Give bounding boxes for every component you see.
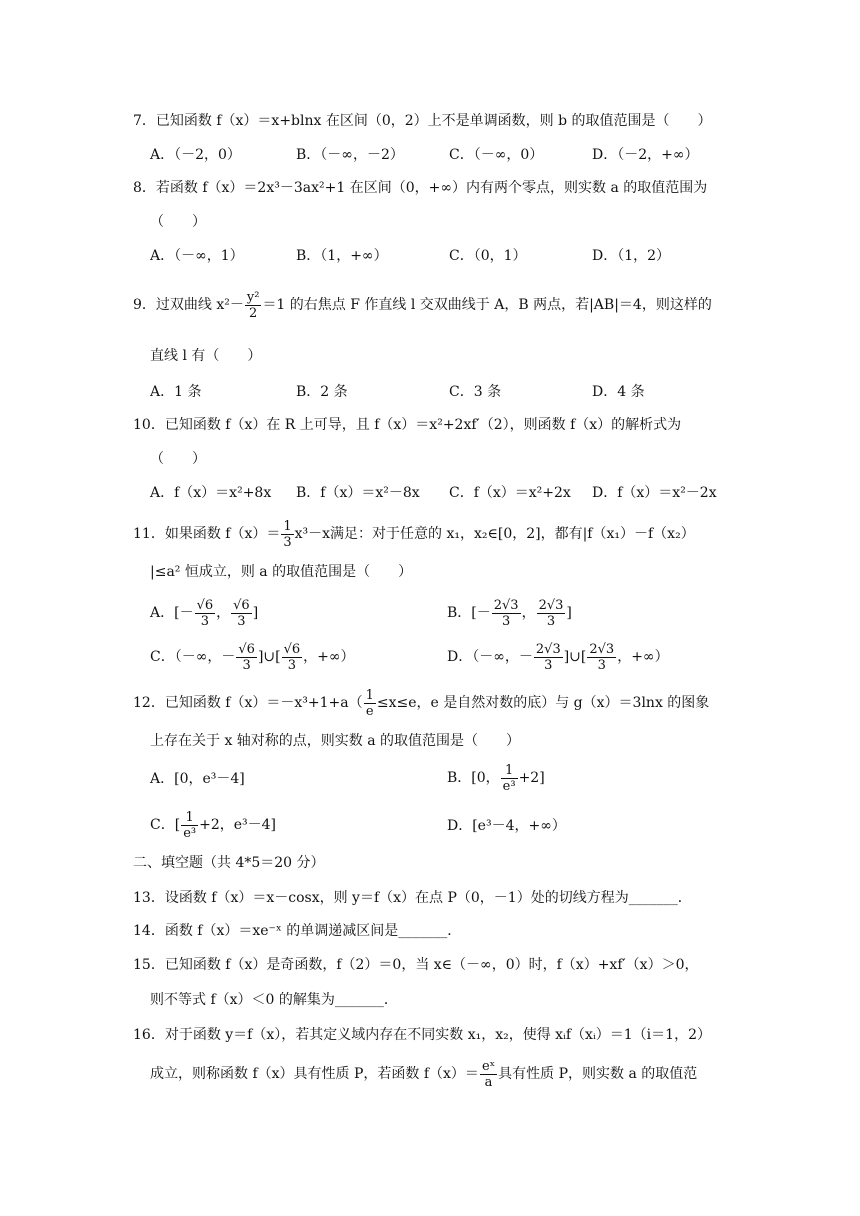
q11-c-label: C．（－∞，－ bbox=[150, 649, 236, 665]
q12-b-den: e³ bbox=[502, 778, 516, 794]
q12-c-num: 1 bbox=[181, 810, 198, 826]
q11-option-d bbox=[447, 640, 669, 674]
q16-frac-den: a bbox=[484, 1074, 493, 1090]
q7-option-a: A．（－2，0） bbox=[150, 147, 241, 163]
q12-option-a: A．[0，e³－4] bbox=[150, 771, 245, 787]
q11-frac-num: 1 bbox=[283, 518, 292, 534]
q11-a-frac1 bbox=[195, 598, 216, 629]
q11-d-frac1 bbox=[534, 642, 563, 673]
q7-option-c: C．（－∞，0） bbox=[449, 147, 544, 163]
q15-continuation: 则不等式 f（x）＜0 的解集为_______． bbox=[150, 992, 398, 1008]
q11-b-den1: 3 bbox=[502, 613, 511, 629]
q11-b-num2: 2√3 bbox=[538, 597, 564, 613]
q11-c-frac2 bbox=[282, 642, 303, 673]
q9-option-c: C．3 条 bbox=[449, 384, 502, 400]
q10-option-c: C．f（x）＝x²+2x bbox=[449, 485, 571, 501]
q16-fraction bbox=[480, 1059, 497, 1090]
section-heading-fill-in: 二、填空题（共 4*5＝20 分） bbox=[133, 855, 325, 871]
q11-a-num2: √6 bbox=[233, 597, 250, 613]
q12-c-end: +2，e³－4] bbox=[199, 817, 276, 833]
q12-b-end: +2] bbox=[518, 770, 545, 786]
question-15-stem: 15．已知函数 f（x）是奇函数，f（2）＝0，当 x∈（－∞，0）时，f（x）+xf′（x）＞0， bbox=[133, 957, 699, 973]
q11-d-num2: 2√3 bbox=[589, 641, 615, 657]
q11-b-label: B．[－ bbox=[447, 605, 491, 621]
q11-stem-pre: 11．如果函数 f（x）＝ bbox=[133, 526, 281, 542]
question-10-stem: 10．已知函数 f（x）在 R 上可导，且 f（x）＝x²+2xf′（2），则函数 f（x）的解析式为 bbox=[133, 417, 682, 433]
q7-option-d: D．（－2，+∞） bbox=[592, 147, 699, 163]
q10-option-a: A．f（x）＝x²+8x bbox=[150, 485, 272, 501]
q9-stem-pre: 9．过双曲线 x²－ bbox=[133, 297, 244, 313]
q9-stem-post: ＝1 的右焦点 F 作直线 l 交双曲线于 A，B 两点，若|AB|＝4，则这样的 bbox=[262, 297, 712, 313]
q11-a-den2: 3 bbox=[237, 613, 246, 629]
q11-c-den1: 3 bbox=[242, 657, 251, 673]
question-11-stem bbox=[133, 517, 695, 551]
q16-post: 具有性质 P，则实数 a 的取值范 bbox=[498, 1066, 698, 1082]
q11-c-den2: 3 bbox=[287, 657, 297, 673]
q11-b-den2: 3 bbox=[546, 613, 556, 629]
q11-option-c bbox=[150, 640, 355, 674]
question-13: 13．设函数 f（x）＝x－cosx，则 y＝f（x）在点 P（0，－1）处的切线方程为_______． bbox=[133, 890, 692, 906]
q11-d-mid: ]∪[ bbox=[563, 649, 587, 665]
q11-a-frac2 bbox=[231, 598, 252, 629]
q11-fraction bbox=[281, 519, 293, 550]
question-9-stem bbox=[133, 288, 712, 322]
q11-frac-den: 3 bbox=[283, 534, 292, 550]
q8-answer-paren: （ ） bbox=[150, 214, 206, 230]
q11-b-num1: 2√3 bbox=[493, 597, 519, 613]
q9-option-b: B．2 条 bbox=[296, 384, 348, 400]
q10-answer-paren: （ ） bbox=[150, 451, 206, 467]
q9-frac-den: 2 bbox=[249, 305, 258, 321]
q11-c-frac1 bbox=[236, 642, 257, 673]
q12-frac-den: e bbox=[365, 703, 374, 719]
q11-c-end: ，+∞） bbox=[303, 649, 355, 665]
q7-option-b: B．（－∞，－2） bbox=[296, 147, 404, 163]
q11-a-sep: ， bbox=[216, 605, 231, 621]
q11-a-num1: √6 bbox=[196, 597, 214, 613]
q12-fraction bbox=[364, 688, 376, 719]
q11-stem-post: x³－x满足：对于任意的 x₁，x₂∈[0，2]，都有|f（x₁）－f（x₂） bbox=[294, 526, 695, 542]
question-8-stem: 8．若函数 f（x）＝2x³－3ax²+1 在区间（0，+∞）内有两个零点，则实数 a 的取值范围为 bbox=[133, 180, 708, 196]
q11-d-den1: 3 bbox=[544, 657, 553, 673]
q11-d-frac2 bbox=[587, 642, 616, 673]
q11-continuation: |≤a² 恒成立，则 a 的取值范围是（ ） bbox=[150, 564, 413, 580]
q8-option-c: C．（0，1） bbox=[449, 248, 527, 264]
q8-option-a: A．（－∞，1） bbox=[150, 248, 244, 264]
q11-option-a bbox=[150, 596, 258, 630]
q16-pre: 成立，则称函数 f（x）具有性质 P，若函数 f（x）＝ bbox=[150, 1066, 479, 1082]
q11-c-num1: √6 bbox=[238, 641, 255, 657]
q11-b-frac2 bbox=[537, 598, 566, 629]
q12-c-den: e³ bbox=[183, 825, 197, 841]
q12-b-num: 1 bbox=[501, 763, 518, 779]
q8-option-b: B．（1，+∞） bbox=[296, 248, 388, 264]
q12-b-label: B．[0， bbox=[447, 770, 500, 786]
q16-frac-num: eˣ bbox=[481, 1058, 496, 1074]
q11-d-num1: 2√3 bbox=[535, 641, 561, 657]
q12-stem-pre: 12．已知函数 f（x）＝－x³+1+a（ bbox=[133, 695, 363, 711]
q9-option-d: D．4 条 bbox=[592, 384, 645, 400]
q9-frac-num: y² bbox=[246, 289, 260, 305]
q11-option-b bbox=[447, 596, 572, 630]
question-16-stem: 16．对于函数 y＝f（x），若其定义域内存在不同实数 x₁，x₂，使得 xᵢf（xᵢ）＝1（i＝1，2） bbox=[133, 1027, 711, 1043]
q9-fraction bbox=[245, 290, 262, 321]
question-12-stem bbox=[133, 686, 709, 720]
q8-option-d: D．（1，2） bbox=[592, 248, 671, 264]
q12-c-label: C．[ bbox=[150, 817, 181, 833]
q11-a-den1: 3 bbox=[200, 613, 209, 629]
q9-option-a: A．1 条 bbox=[150, 384, 202, 400]
q11-c-num2: √6 bbox=[283, 641, 301, 657]
q12-option-c bbox=[150, 808, 276, 842]
q11-b-frac1 bbox=[492, 598, 521, 629]
q12-option-d: D．[e³－4，+∞） bbox=[447, 818, 566, 834]
q12-frac-num: 1 bbox=[365, 687, 374, 703]
q12-c-frac bbox=[181, 810, 198, 841]
q12-continuation: 上存在关于 x 轴对称的点，则实数 a 的取值范围是（ ） bbox=[150, 733, 521, 749]
q11-d-den2: 3 bbox=[597, 657, 606, 673]
q11-d-label: D．（－∞，－ bbox=[447, 649, 533, 665]
question-14: 14．函数 f（x）＝xe⁻ˣ 的单调递减区间是_______． bbox=[133, 923, 462, 939]
q12-option-b bbox=[447, 761, 545, 795]
q11-c-mid: ]∪[ bbox=[257, 649, 281, 665]
q11-b-sep: ， bbox=[521, 605, 536, 621]
q16-continuation bbox=[150, 1057, 697, 1091]
q11-b-end: ] bbox=[566, 605, 572, 621]
q11-a-end: ] bbox=[252, 605, 259, 621]
q9-continuation: 直线 l 有（ ） bbox=[150, 348, 262, 364]
q12-stem-post: ≤x≤e，e 是自然对数的底）与 g（x）＝3lnx 的图象 bbox=[376, 695, 710, 711]
question-7-stem: 7．已知函数 f（x）＝x+blnx 在区间（0，2）上不是单调函数，则 b 的取值范围是（ ） bbox=[133, 113, 712, 129]
q10-option-b: B．f（x）＝x²－8x bbox=[296, 485, 420, 501]
q12-b-frac bbox=[501, 763, 518, 794]
q11-d-end: ，+∞） bbox=[617, 649, 669, 665]
q11-a-label: A．[－ bbox=[150, 605, 194, 621]
q10-option-d: D．f（x）＝x²－2x bbox=[592, 485, 717, 501]
